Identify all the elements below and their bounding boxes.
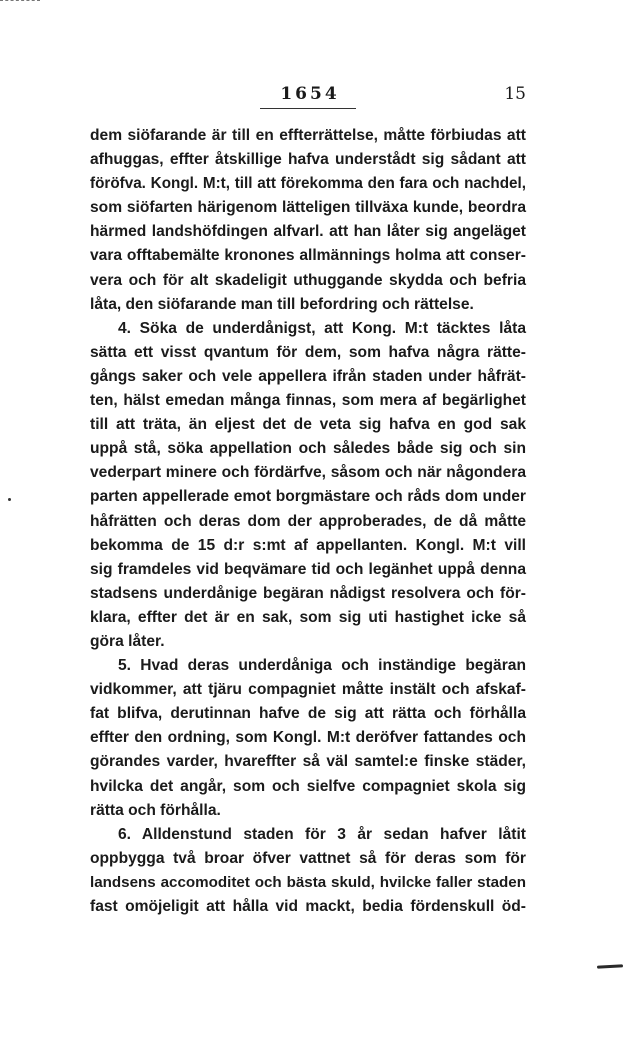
text-line: stadsens underdånige begäran nådigst resolvera och för- — [90, 584, 526, 602]
text-line: till att träta, än eljest det de veta sig hafva en god sak — [90, 416, 526, 434]
text-line: oppbygga två broar öfver vattnet så för deras som för — [90, 849, 526, 867]
header-rule — [260, 108, 356, 109]
body-text — [90, 124, 526, 919]
page-header — [90, 84, 526, 110]
text-line: 4. Söka de underdånigst, att Kong. M:t täcktes låta — [118, 319, 526, 337]
text-line: dem siöfarande är till en effterrättelse, måtte förbiudas att — [90, 127, 526, 144]
text-line: parten appellerade emot borgmästare och råds dom under — [90, 488, 526, 506]
margin-dash — [597, 964, 623, 968]
text-line: som siöfarten härigenom lätteligen tillväxa kunde, beordra — [90, 199, 526, 217]
header-year: 1654 — [280, 84, 340, 104]
text-line: föröfva. Kongl. M:t, till att förekomma den fara och nachdel, — [90, 175, 526, 193]
text-line: hvilcka det angår, som och sielfve compagniet skola sig — [90, 777, 526, 795]
text-line: fat blifva, derutinnan hafve de sig att rätta och förhålla — [90, 705, 526, 723]
page-number: 15 — [504, 84, 526, 104]
text-line: fast omöjeligit att hålla vid mackt, bedia fördenskull öd- — [90, 898, 526, 915]
text-line: rätta och förhålla. — [90, 801, 221, 819]
text-line: afhuggas, effter åtskillige hafva understådt sig sådant att — [90, 151, 526, 169]
text-line: sig framdeles vid beqvämare tid och legänhet uppå denna — [90, 560, 526, 578]
text-line: vederpart minere och fördärfve, såsom och när någondera — [90, 464, 526, 482]
text-line: ten, hälst emedan många finnas, som mera af begärlighet — [90, 392, 526, 410]
text-line: vidkommer, att tjäru compagniet måtte instält och afskaf- — [90, 681, 526, 699]
text-line: 6. Alldenstund staden för 3 år sedan hafver låtit — [118, 825, 526, 843]
text-line: landsens accomoditet och bästa skuld, hvilcke faller staden — [90, 873, 526, 891]
scan-edge-mark — [0, 0, 40, 4]
text-line: låta, den siöfarande man till befordring och rättelse. — [90, 295, 474, 313]
text-line: klara, effter det är en sak, som sig uti hastighet icke så — [90, 608, 526, 626]
text-line: 5. Hvad deras underdåniga och inständige begäran — [118, 657, 526, 675]
text-line: uppå stå, söka appellation och således både sig och sin — [90, 440, 526, 458]
text-line: vara offtabemälte kronones allmännings holma att conser- — [90, 247, 526, 265]
text-line: göra låter. — [90, 632, 165, 650]
margin-dot — [8, 498, 11, 501]
text-line: görandes varder, hvareffter så väl samtel:e finske städer, — [90, 753, 526, 771]
text-line: sätta ett visst qvantum för dem, som hafva några rätte- — [90, 343, 526, 361]
text-line: håfrätten och deras dom der approberades, de då måtte — [90, 512, 526, 530]
text-line: gångs saker och vele appellera ifrån staden under håfrät- — [90, 367, 526, 385]
text-line: effter den ordning, som Kongl. M:t deröfver fattandes och — [90, 729, 526, 747]
text-line: bekomma de 15 d:r s:mt af appellanten. Kongl. M:t vill — [90, 536, 526, 554]
text-line: vera och för alt skadeligit uthuggande skydda och befria — [90, 271, 526, 289]
text-line: härmed landshöfdingen alfvarl. att han låter sig angeläget — [90, 223, 526, 241]
